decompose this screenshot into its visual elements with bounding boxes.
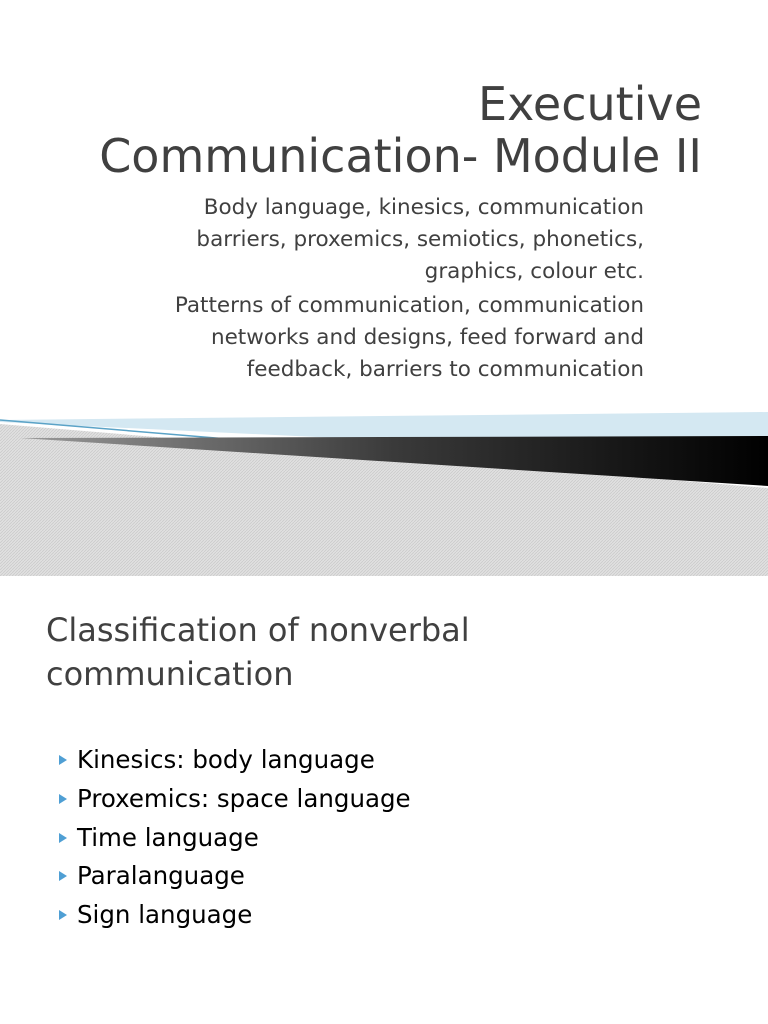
subtitle-paragraph-2: Patterns of communication, communication networks and designs, feed forward and feedback, barriers to communication [174, 293, 644, 382]
list-item [56, 857, 411, 896]
list-item [56, 896, 411, 935]
slide-subtitle [124, 192, 644, 388]
triangle-right-icon [59, 910, 67, 920]
list-item-label: Paralanguage [77, 861, 245, 891]
list-item-label: Sign language [77, 900, 253, 930]
slide-title [22, 78, 702, 182]
content-slide [0, 576, 768, 1024]
triangle-right-icon [59, 794, 67, 804]
list-item-label: Proxemics: space language [77, 783, 411, 813]
title-line-2: Communication- Module II [99, 129, 702, 183]
list-item [56, 819, 411, 858]
title-line-1: Executive [478, 77, 702, 131]
subtitle-paragraph-1: Body language, kinesics, communication barriers, proxemics, semiotics, phonetics, graphics, colour etc. [196, 195, 644, 284]
list-item-label: Time language [77, 822, 259, 852]
triangle-right-icon [59, 755, 67, 765]
triangle-right-icon [59, 871, 67, 881]
slide-heading: Classification of nonverbal communication [46, 611, 470, 693]
list-item-label: Kinesics: body language [77, 745, 375, 774]
bullet-list [56, 741, 411, 935]
list-item [56, 780, 411, 819]
list-item [56, 741, 411, 780]
triangle-right-icon [59, 833, 67, 843]
